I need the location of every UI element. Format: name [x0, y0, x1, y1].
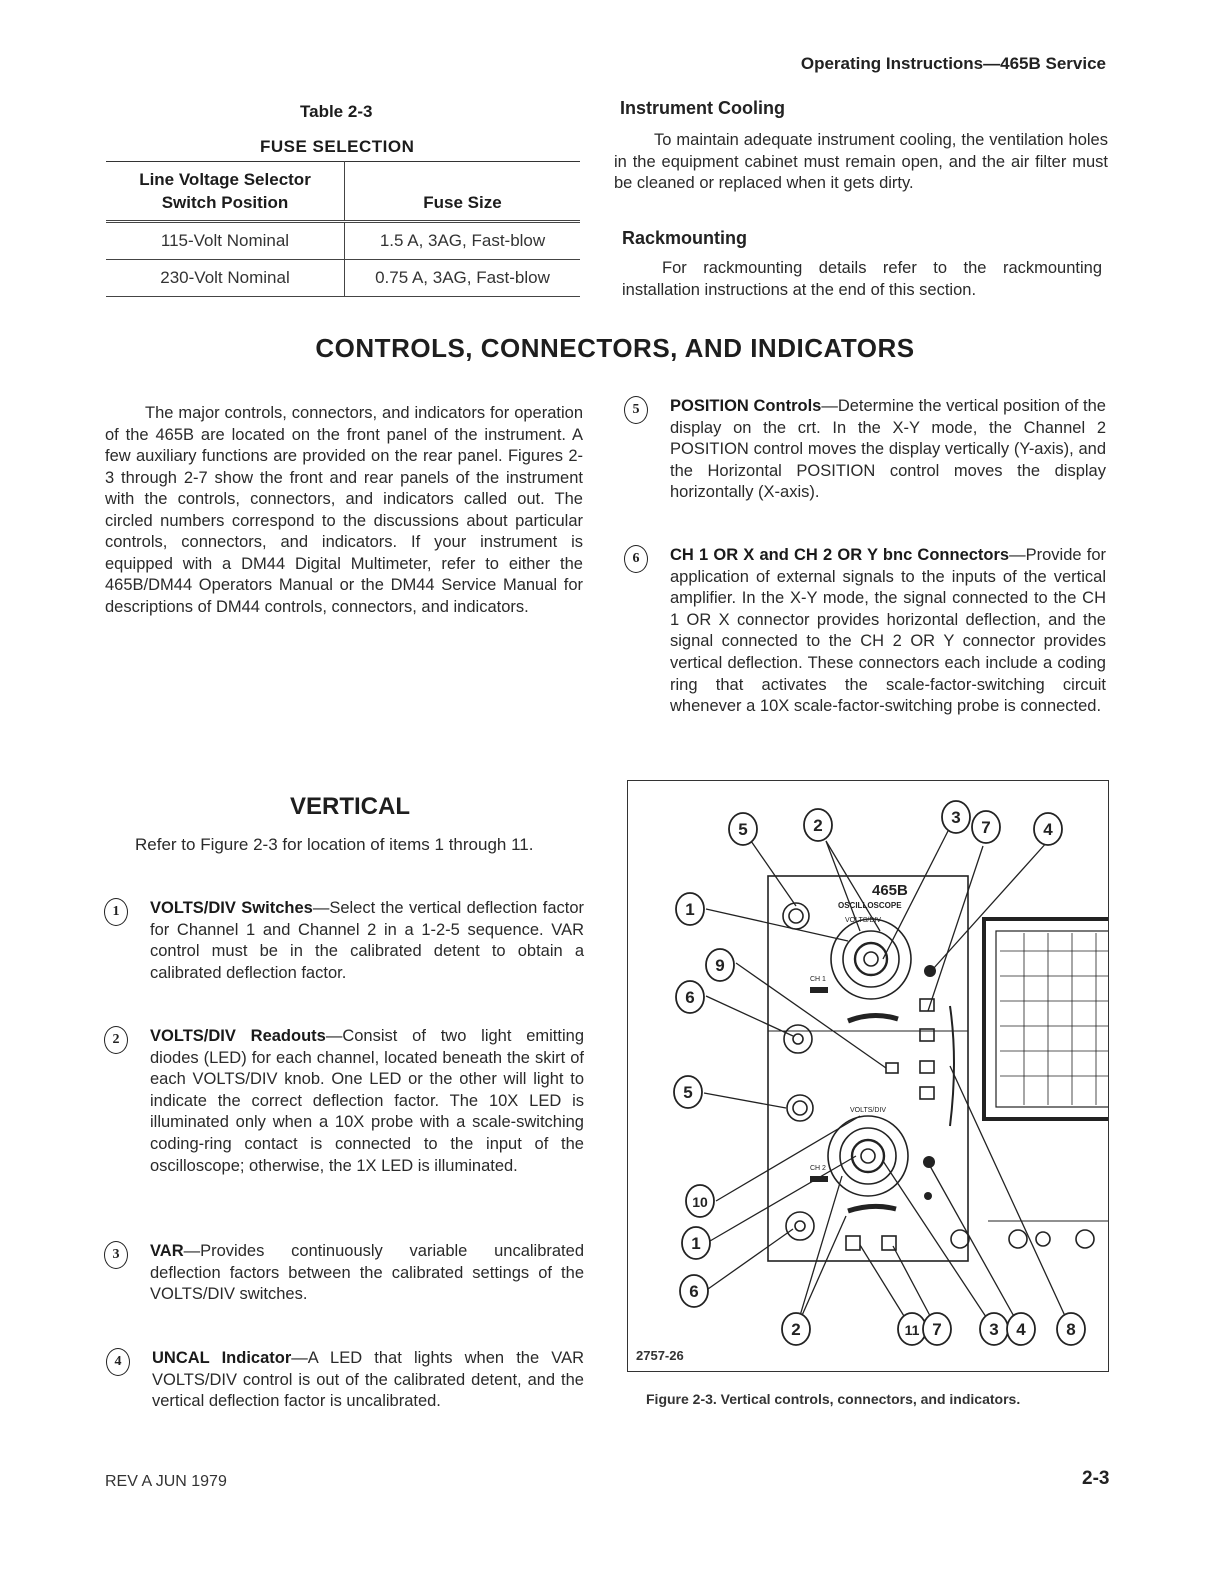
item-title: UNCAL Indicator: [152, 1349, 292, 1367]
item-text: —Provides continuously variable uncalibrated deflection factors between the calibrated settings of the VOLTS/DIV switches.: [150, 1242, 584, 1304]
figure-code: 2757-26: [636, 1348, 684, 1363]
item-title: CH 1 OR X and CH 2 OR Y bnc Connectors: [670, 546, 1010, 564]
running-header: Operating Instructions—465B Service: [800, 54, 1106, 73]
item-text: —Provide for application of external signals to the inputs of the vertical amplifier. In the X-Y mode, the signal connected to the CH 1 OR X connector provides horizontal deflection, and the signal connected to the CH 2 OR Y connector provides vertical deflection. These connectors each include a coding ring that activates the scale-factor-switching circuit whenever a 10X scale-factor-switching probe is connected.: [670, 546, 1106, 716]
item-number: 1: [104, 898, 128, 926]
revision-date: REV A JUN 1979: [105, 1473, 227, 1490]
panel-volts-label-ch2: VOLTS/DIV: [850, 1107, 887, 1114]
figure-caption: Figure 2-3. Vertical controls, connectors, and indicators.: [646, 1391, 1021, 1407]
panel-ch2-label: CH 2: [810, 1165, 826, 1172]
cell-fuse: 1.5 A, 3AG, Fast-blow: [379, 231, 546, 250]
callout-label: 1: [691, 1234, 701, 1253]
panel-outline: [768, 876, 968, 1261]
callout-label: 1: [685, 900, 695, 919]
ch1-readout-arc: [848, 1015, 898, 1021]
ch2-readout-arc: [848, 1206, 896, 1211]
table-row: [106, 260, 580, 297]
callout-label: 3: [951, 808, 961, 827]
front-panel-drawing: [628, 781, 1108, 1371]
ch1-position-knob: [783, 903, 809, 929]
callout-label: 4: [1043, 820, 1053, 839]
panel-volts-label-ch1: VOLTS/DIV: [845, 917, 882, 924]
panel-ch1-label: CH 1: [810, 976, 826, 983]
list-item: [624, 396, 1106, 504]
callout-label: 8: [1066, 1320, 1076, 1339]
item-number: 5: [624, 396, 648, 424]
callout-label: 10: [692, 1194, 708, 1210]
panel-subtitle: OSCILLOSCOPE: [838, 901, 902, 910]
table-header-row: [106, 162, 580, 222]
list-item: [104, 1026, 584, 1177]
cooling-text: To maintain adequate instrument cooling, the ventilation holes in the equipment cabinet must remain open, and the air filter must be cleaned or replaced when it gets dirty.: [614, 131, 1108, 192]
callout-label: 9: [715, 956, 725, 975]
col-header-line2: Switch Position: [161, 193, 289, 212]
item-number: 2: [104, 1026, 128, 1054]
fuse-selection-table: [106, 161, 580, 297]
figure-frame: [627, 780, 1109, 1372]
rackmounting-text: For rackmounting details refer to the rackmounting installation instructions at the end of this section.: [622, 259, 1102, 299]
cell-position: 115-Volt Nominal: [106, 222, 345, 260]
item-number: 4: [106, 1348, 130, 1376]
list-item: [104, 1241, 584, 1306]
ch2-position-knob: [787, 1095, 813, 1121]
callout-label: 2: [791, 1320, 801, 1339]
cell-fuse: 0.75 A, 3AG, Fast-blow: [375, 268, 550, 287]
item-text: —A LED that lights when the VAR VOLTS/DIV control is out of the calibrated detent, and the vertical deflection factor is uncalibrated.: [152, 1349, 585, 1411]
table-title: Table 2-3: [300, 102, 373, 121]
uncal-led-ch2: [923, 1156, 935, 1168]
vertical-refer: Refer to Figure 2-3 for location of items 1 through 11.: [135, 835, 534, 854]
callout-label: 5: [738, 820, 748, 839]
list-item: [624, 545, 1106, 718]
list-item: [106, 1348, 584, 1413]
table-row: [106, 222, 580, 260]
crt-screen: [996, 931, 1108, 1107]
rackmounting-heading: Rackmounting: [622, 228, 748, 248]
item-title: VOLTS/DIV Switches: [150, 899, 313, 917]
vertical-heading: VERTICAL: [290, 793, 410, 820]
ch2-bnc-connector: [786, 1212, 814, 1240]
callout-label: 6: [685, 988, 695, 1007]
callout-label: 4: [1016, 1320, 1026, 1339]
page-number: 2-3: [1082, 1468, 1110, 1489]
list-item: [104, 898, 584, 984]
callout-label: 7: [981, 818, 991, 837]
crt-bezel: [984, 919, 1108, 1119]
table-subtitle: FUSE SELECTION: [260, 137, 415, 156]
item-text: —Consist of two light emitting diodes (LED) for each channel, located beneath the skirt of each VOLTS/DIV knob. One LED or the other will light to indicate the correct deflection factor. The 10X LED is illuminated only when a 10X probe with a scale-switching coding-ring contact is connected to the input of the oscilloscope; otherwise, the 1X LED is illuminated.: [150, 1027, 584, 1175]
cell-position: 230-Volt Nominal: [106, 260, 345, 297]
item-text: —Select the vertical deflection factor for Channel 1 and Channel 2 in a 1-2-5 sequence. VAR control must be in the calibrated detent to obtain a calibrated deflection factor.: [150, 899, 584, 982]
col-header-line1: Line Voltage Selector: [139, 170, 311, 189]
panel-brand: 465B: [872, 882, 908, 899]
intro-paragraph: The major controls, connectors, and indicators for operation of the 465B are located on the front panel of the instrument. A few auxiliary functions are provided on the rear panel. Figures 2-3 through 2-7 show the front and rear panels of the instrument with the controls, connectors, and indicators called out. The circled numbers correspond to the discussions about particular controls, connectors, and indicators. If your instrument is equipped with a DM44 Digital Multimeter, refer to either the 465B/DM44 Operators Manual or the DM44 Service Manual for descriptions of DM44 controls, connectors, and indicators.: [105, 404, 583, 616]
item-text: —Determine the vertical position of the display on the crt. In the X-Y mode, the Channel 2 POSITION control moves the display vertically (Y-axis), and the Horizontal POSITION control moves the display horizontally (X-axis).: [670, 397, 1106, 502]
callout-label: 2: [813, 816, 823, 835]
section-title: CONTROLS, CONNECTORS, AND INDICATORS: [315, 333, 915, 363]
item-title: VOLTS/DIV Readouts: [150, 1027, 326, 1045]
col-header-switch-position: [106, 162, 345, 222]
item-title: VAR: [150, 1242, 184, 1260]
item-number: 6: [624, 545, 648, 573]
item-number: 3: [104, 1241, 128, 1269]
callout-label: 5: [683, 1083, 693, 1102]
item-title: POSITION Controls: [670, 397, 822, 415]
callout-label: 6: [689, 1282, 699, 1301]
ch1-bnc-connector: [784, 1025, 812, 1053]
callout-label: 7: [932, 1320, 942, 1339]
callout-label: 11: [904, 1322, 920, 1338]
callout-label: 3: [989, 1320, 999, 1339]
col-header-fuse-size: Fuse Size: [423, 193, 502, 212]
cooling-heading: Instrument Cooling: [620, 98, 785, 118]
